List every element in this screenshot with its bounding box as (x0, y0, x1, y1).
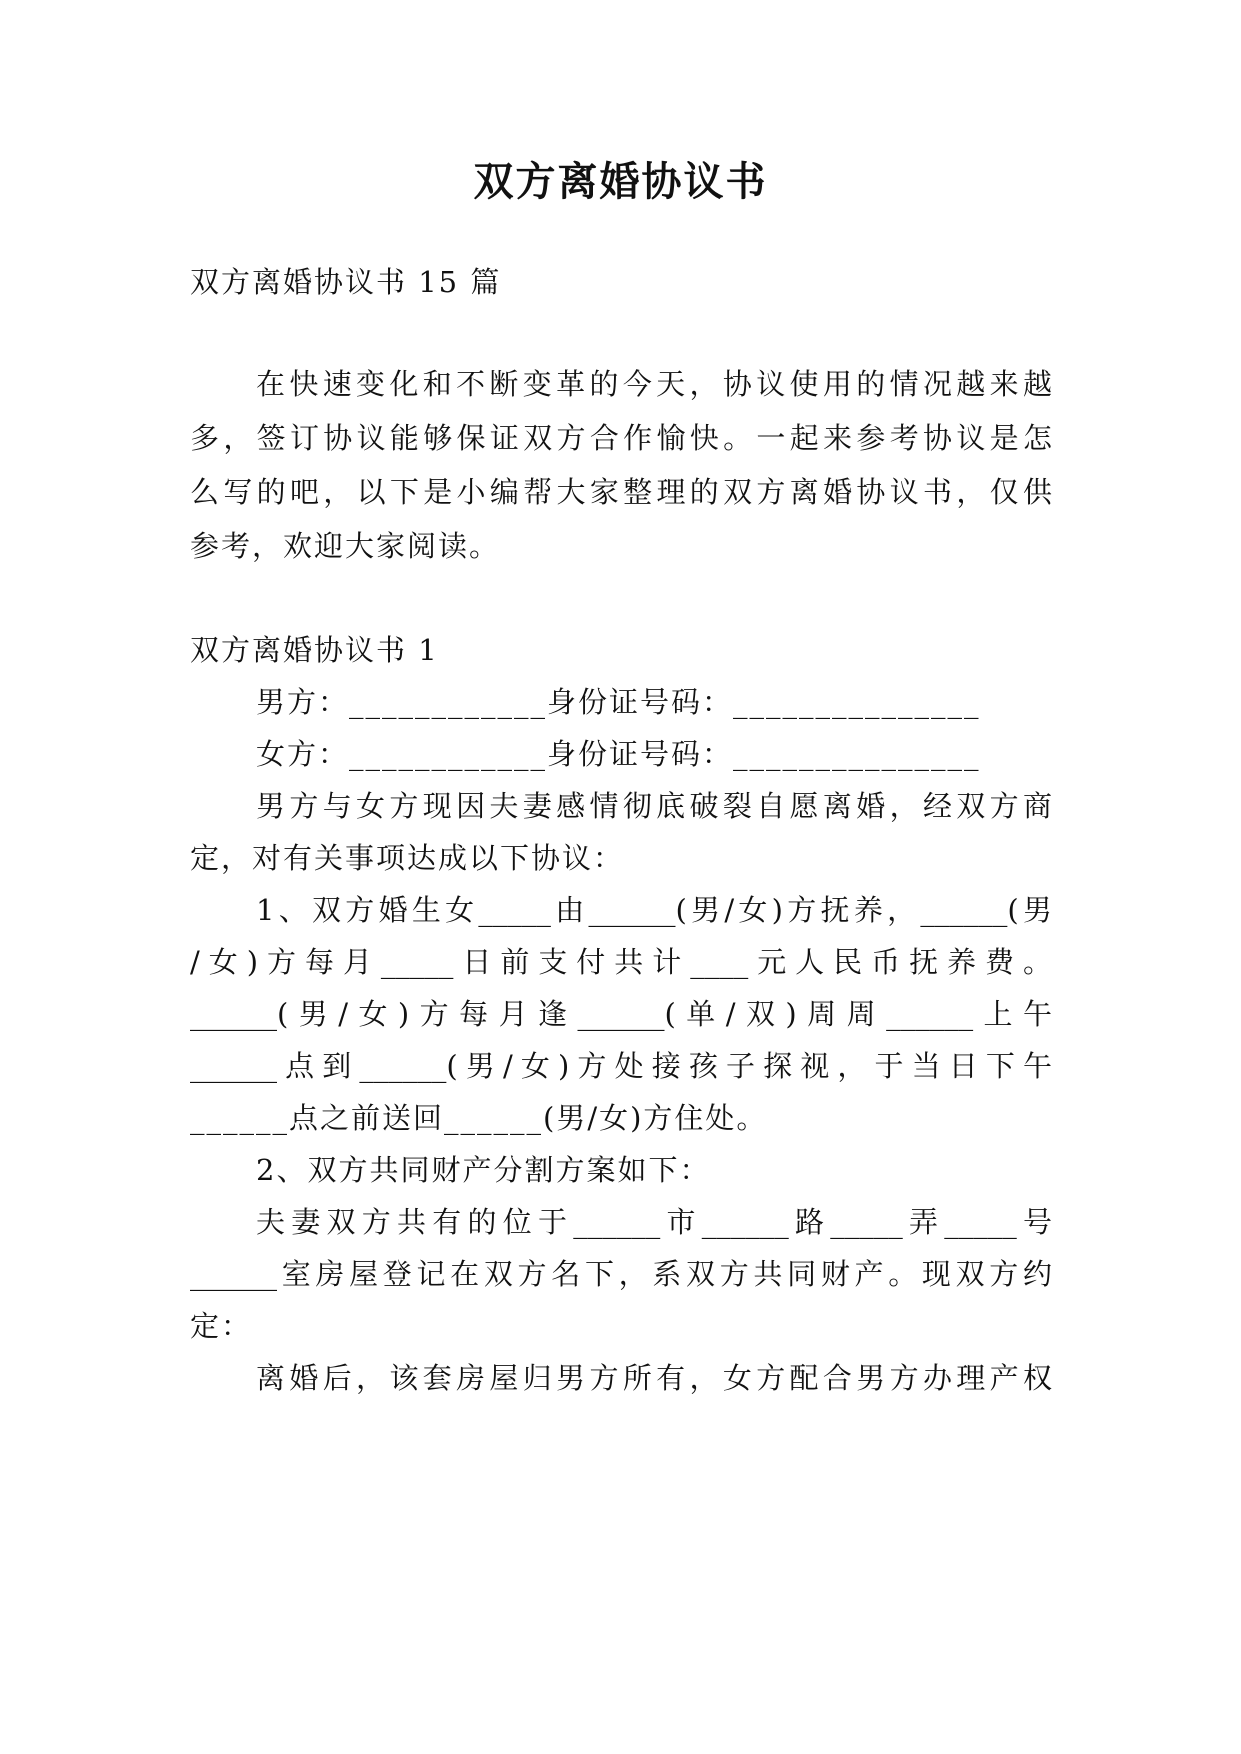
intro-line: 参考，欢迎大家阅读。 (190, 529, 501, 563)
body-line: 1、双方婚生女_____由______(男/女)方抚养，______(男 (256, 893, 1052, 927)
body-line: 2、双方共同财产分割方案如下： (256, 1153, 711, 1187)
body-line: /女)方每月_____日前支付共计____元人民币抚养费。 (190, 945, 1052, 979)
intro-line: 在快速变化和不断变革的今天，协议使用的情况越来越 (256, 367, 1052, 401)
body-line: 夫妻双方共有的位于______市______路_____弄_____号 (256, 1205, 1052, 1239)
body-line: 男方：____________身份证号码：_______________ (256, 685, 981, 719)
body-line: ______点到______(男/女)方处接孩子探视，于当日下午 (190, 1049, 1052, 1083)
body-line: ______(男/女)方每月逢______(单/双)周周______上午 (190, 997, 1052, 1031)
body-line: 离婚后，该套房屋归男方所有，女方配合男方办理产权 (256, 1361, 1052, 1395)
intro-line: 多，签订协议能够保证双方合作愉快。一起来参考协议是怎 (190, 421, 1052, 455)
body-line: ______室房屋登记在双方名下，系双方共同财产。现双方约 (190, 1257, 1052, 1291)
subtitle: 双方离婚协议书 15 篇 (190, 265, 502, 299)
body-line: 定，对有关事项达成以下协议： (190, 841, 625, 875)
page-title: 双方离婚协议书 (473, 158, 768, 205)
body-line: 女方：____________身份证号码：_______________ (256, 737, 981, 771)
body-line: 定： (190, 1309, 253, 1343)
body-line: ______点之前送回______(男/女)方住处。 (190, 1101, 768, 1135)
body-line: 男方与女方现因夫妻感情彻底破裂自愿离婚，经双方商 (256, 789, 1052, 823)
intro-line: 么写的吧，以下是小编帮大家整理的双方离婚协议书，仅供 (190, 475, 1052, 509)
section-heading: 双方离婚协议书 1 (190, 633, 439, 667)
